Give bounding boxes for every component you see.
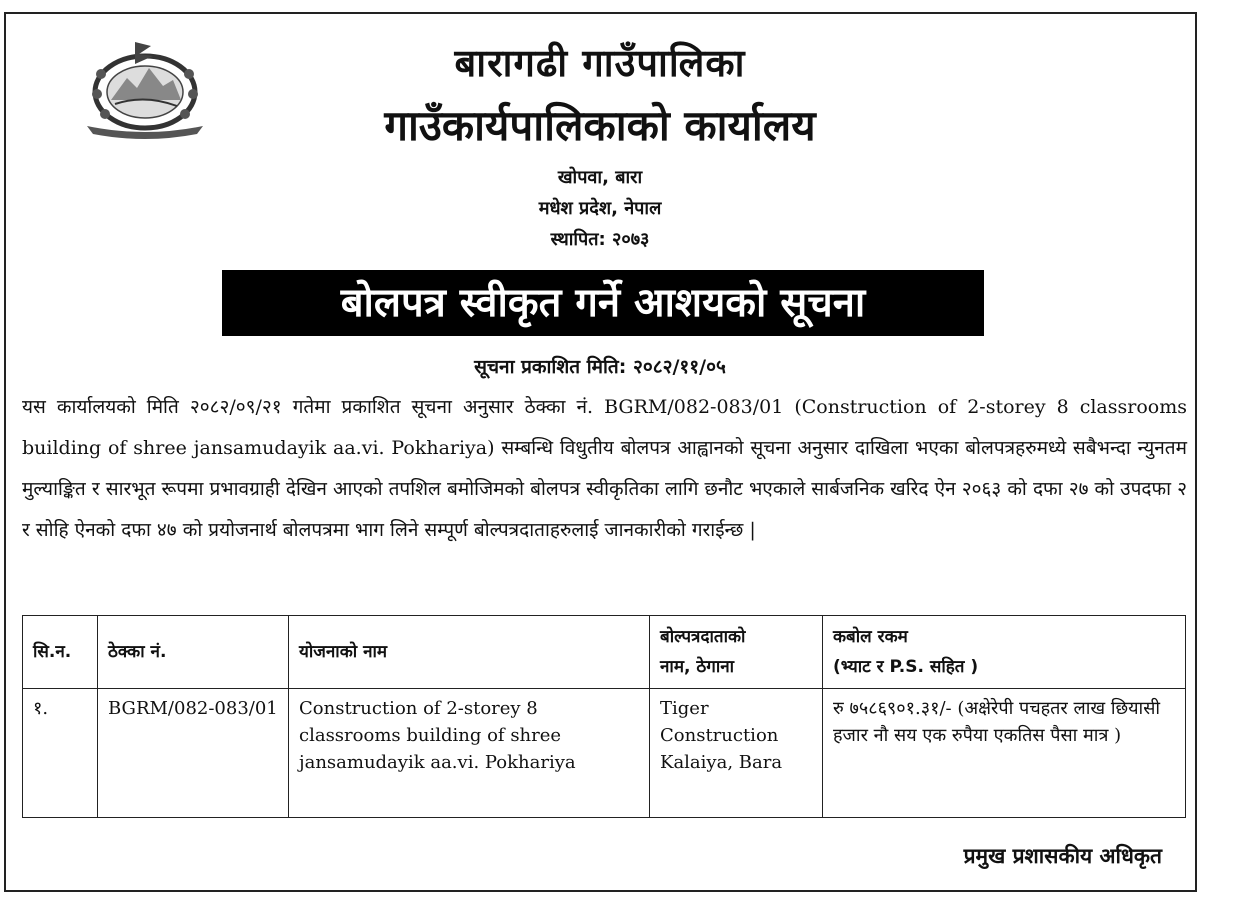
table-header-row	[23, 616, 1186, 689]
header-bidder-line2: नाम, ठेगाना	[660, 657, 735, 677]
notice-body: यस कार्यालयको मिति २०८२/०९/२१ गतेमा प्रकाशित सूचना अनुसार ठेक्का नं. BGRM/082-083/01 (Construction of 2-storey 8 classrooms building of shree jansamudayik aa.vi. Pokhariya) सम्बन्धि विधुतीय बोलपत्र आह्वानको सूचना अनुसार दाखिला भएका बोलपत्रहरुमध्ये सबैभन्दा न्युनतम मुल्याङ्कित र सारभूत रूपमा प्रभावग्राही देखिन आएको तपशिल बमोजिमको बोलपत्र स्वीकृतिका लागि छनौट भएकाले सार्बजनिक खरिद ऐन २०६३ को दफा २७ को उपदफा २ र सोहि ऐनको दफा ४७ को प्रयोजनार्थ बोलपत्रमा भाग लिने सम्पूर्ण बोल्पत्रदाताहरुलाई जानकारीको गराईन्छ |	[22, 396, 1187, 541]
header-bidder-line1: बोल्पत्रदाताको	[660, 627, 746, 647]
row-bidder: Tiger Construction Kalaiya, Bara	[650, 689, 823, 818]
office-name: गाउँकार्यपालिकाको कार्यालय	[384, 101, 816, 150]
address-line-2: मधेश प्रदेश, नेपाल	[538, 198, 662, 219]
header-contract-no: ठेक्का नं.	[98, 616, 289, 689]
header-amount-line1: कबोल रकम	[833, 627, 908, 647]
award-table	[22, 615, 1186, 818]
row-sn: १.	[23, 689, 98, 818]
published-date: सूचना प्रकाशित मिति: २०८२/११/०५	[474, 356, 726, 378]
municipality-name: बारागढी गाउँपालिका	[454, 41, 746, 85]
header-project-name: योजनाको नाम	[289, 616, 650, 689]
notice-title-banner: बोलपत्र स्वीकृत गर्ने आशयको सूचना	[222, 270, 984, 336]
row-amount: रु ७५८६९०१.३१/- (अक्षेरेपी पचहतर लाख छियासी हजार नौ सय एक रुपैया एकतिस पैसा मात्र )	[823, 689, 1186, 818]
header-amount-line2: (भ्याट र P.S. सहित )	[833, 657, 979, 677]
table-row	[23, 689, 1186, 818]
header-amount	[823, 616, 1186, 689]
established-year: स्थापित: २०७३	[550, 229, 650, 250]
address-line-1: खोपवा, बारा	[557, 167, 643, 188]
header-bidder	[650, 616, 823, 689]
row-contract-no: BGRM/082-083/01	[98, 689, 289, 818]
row-project-name: Construction of 2-storey 8 classrooms building of shree jansamudayik aa.vi. Pokhariya	[289, 689, 650, 818]
header-sn: सि.न.	[23, 616, 98, 689]
signatory-title: प्रमुख प्रशासकीय अधिकृत	[963, 844, 1162, 868]
